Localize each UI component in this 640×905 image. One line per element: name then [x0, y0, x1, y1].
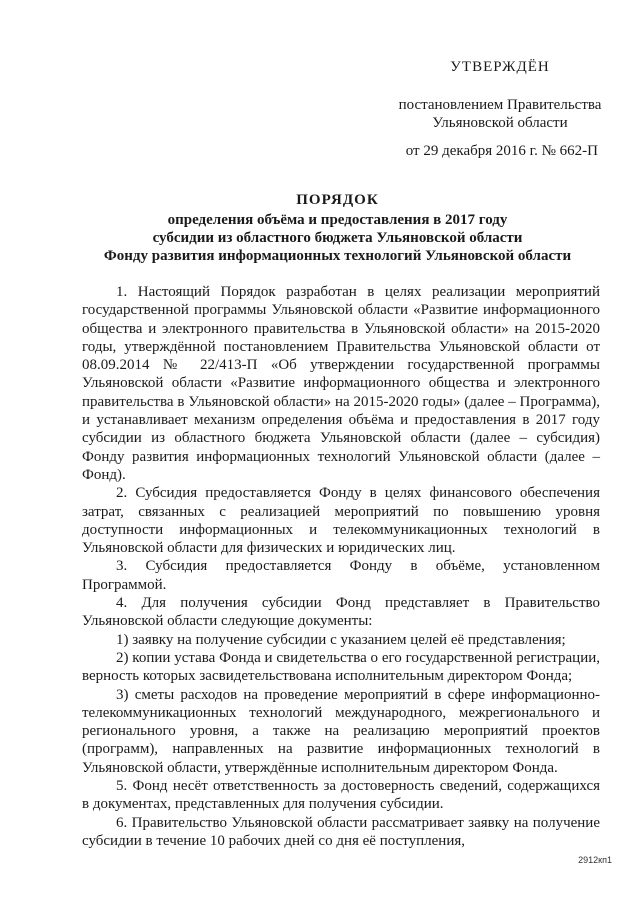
page-code: 2912кп1 — [578, 855, 612, 865]
document-subtitle-line-3: Фонду развития информационных технологий Ульяновской области — [103, 248, 572, 264]
paragraph-1: 1. Настоящий Порядок разработан в целях реализации мероприятий государственной программы Ульяновской области «Развитие информационного общества и электронного правительства в Ульяновской области» на 2015-2020 годы, утверждённой постановлением Правительства Ульяновской области от 08.09.2014 № 22/413-П «Об утверждении государственной программы Ульяновской области «Развитие информационного общества и электронного правительства в Ульяновской области» на 2015-2020 годы» (далее – Программа), и устанавливает механизм определения объёма и предоставления в 2017 году субсидии из областного бюджета Ульяновской области (далее – субсидия) Фонду развития информационных технологий Ульяновской области (далее – Фонд). — [82, 284, 600, 483]
document-title: ПОРЯДОК — [296, 192, 379, 208]
approval-line-2: Ульяновской области — [432, 115, 568, 131]
paragraph-2: 2. Субсидия предоставляется Фонду в целях финансового обеспечения затрат, связанных с реализацией мероприятий по повышению уровня доступности информационных и телекоммуникационных технологий в Ульяновской области для физических и юридических лиц. — [82, 485, 600, 557]
paragraph-6: 6. Правительство Ульяновской области рассматривает заявку на получение субсидии в течение 10 рабочих дней со дня её поступления, — [82, 814, 600, 849]
document-subtitle-line-2: субсидии из областного бюджета Ульяновской области — [152, 230, 523, 246]
paragraph-4: 4. Для получения субсидии Фонд представляет в Правительство Ульяновской области следующие документы: — [82, 595, 600, 630]
list-item-2: 2) копии устава Фонда и свидетельства о его государственной регистрации, верность которых засвидетельствована исполнительным директором Фонда; — [82, 649, 600, 685]
document-body — [82, 283, 600, 850]
list-item-1: 1) заявку на получение субсидии с указанием целей её представления; — [116, 631, 566, 648]
document-heading — [60, 191, 615, 265]
document-subtitle-line-1: определения объёма и предоставления в 2017 году — [167, 212, 508, 228]
approval-line-1: постановлением Правительства — [398, 97, 602, 113]
paragraph-5: 5. Фонд несёт ответственность за достоверность сведений, содержащихся в документах, представленных для получения субсидии. — [82, 778, 600, 813]
approval-block — [380, 58, 620, 160]
approval-date: от 29 декабря 2016 г. № 662-П — [405, 143, 598, 159]
list-item-3: 3) сметы расходов на проведение мероприятий в сфере информационно-телекоммуникационных технологий международного, межрегионального и регионального уровня, а также на реализацию мероприятий проектов (программ), направленных на развитие информационных технологий в Ульяновской области, утверждённые исполнительным директором Фонда. — [82, 686, 600, 776]
approval-title: УТВЕРЖДЁН — [450, 59, 550, 75]
paragraph-3: 3. Субсидия предоставляется Фонду в объёме, установленном Программой. — [82, 558, 600, 593]
